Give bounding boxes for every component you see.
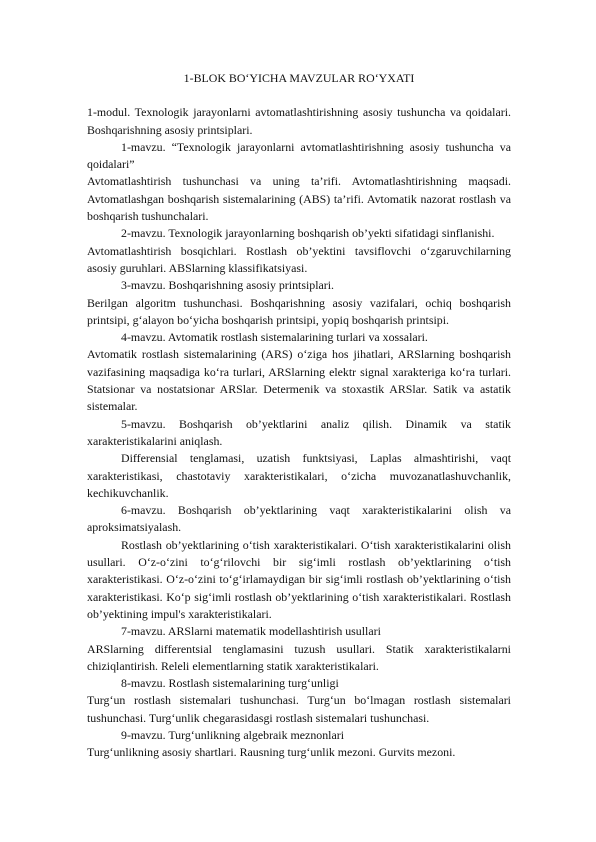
paragraph: 5-mavzu. Boshqarish ob’yektlarini analiz qilish. Dinamik va statik xarakteristikalarini aniqlash. bbox=[87, 416, 511, 448]
paragraph: Avtomatik rostlash sistemalarining (ARS) o‘ziga hos jihatlari, ARSlarning boshqarish vazifasining maqsadiga ko‘ra turlari, ARSlarning elektr signal xarakteriga ko‘ra turlari. Statsionar va nostatsionar ARSlar. Determenik va stoxastik ARSlar. Satik va astatik sistemalar. bbox=[87, 347, 511, 414]
paragraph: 1-modul. Texnologik jarayonlarni avtomatlashtirishning asosiy tushuncha va qoidalari. Boshqarishning asosiy printsiplari. bbox=[87, 105, 511, 137]
paragraph: 1-mavzu. “Texnologik jarayonlarni avtomatlashtirishning asosiy tushuncha va qoidalari” bbox=[87, 139, 511, 172]
paragraph: Avtomatlashtirish bosqichlari. Rostlash ob’yektini tavsiflovchi o‘zgaruvchilarning asosiy guruhlari. ABSlarning klassifikatsiyasi. bbox=[87, 243, 511, 275]
paragraph: Turg‘unlikning asosiy shartlari. Rausning turg‘unlik mezoni. Gurvits mezoni. bbox=[87, 745, 456, 760]
paragraph: 2-mavzu. Texnologik jarayonlarning boshqarish ob’yekti sifatidagi sinflanishi. bbox=[121, 226, 495, 241]
document-body bbox=[87, 104, 511, 761]
paragraph: Berilgan algoritm tushunchasi. Boshqarishning asosiy vazifalari, ochiq boshqarish printsipi, g‘alayon bo‘yicha boshqarish printsipi, yopiq boshqarish printsipi. bbox=[87, 295, 511, 327]
paragraph: 9-mavzu. Turg‘unlikning algebraik meznonlari bbox=[121, 727, 345, 742]
paragraph: 4-mavzu. Avtomatik rostlash sistemalarining turlari va xossalari. bbox=[121, 330, 428, 345]
paragraph: 3-mavzu. Boshqarishning asosiy printsiplari. bbox=[121, 278, 335, 293]
paragraph: 8-mavzu. Rostlash sistemalarining turg‘unligi bbox=[121, 676, 339, 691]
paragraph: Differensial tenglamasi, uzatish funktsiyasi, Laplas almashtirishi, vaqt xarakteristikasi, chastotaviy xarakteristikalari, o‘zicha muvozanatlashuvchanlik, kechikuvchanlik. bbox=[87, 451, 511, 500]
paragraph: ARSlarning differentsial tenglamasini tuzush usullari. Statik xarakteristikalarni chiziqlantirish. Releli elementlarning statik xarakteristikalari. bbox=[87, 641, 511, 673]
paragraph: 7-mavzu. ARSlarni matematik modellashtirish usullari bbox=[121, 624, 381, 639]
paragraph: Turg‘un rostlash sistemalari tushunchasi. Turg‘un bo‘lmagan rostlash sistemalari tushunchasi. Turg‘unlik chegarasidasgi rostlash sistemalari tushunchasi. bbox=[87, 693, 511, 725]
paragraph: Avtomatlashtirish tushunchasi va uning ta’rifi. Avtomatlashtirishning maqsadi. Avtomatlashgan boshqarish sistemalarining (ABS) ta’rifi. Avtomatik nazorat rostlash va boshqarish tushunchalari. bbox=[87, 174, 511, 224]
paragraph: 6-mavzu. Boshqarish ob’yektlarining vaqt xarakteristikalarini olish va aproksimatsiyalash. bbox=[87, 503, 511, 535]
page-title: 1-BLOK BO‘YICHA MAVZULAR RO‘YXATI bbox=[183, 71, 415, 85]
document-page bbox=[87, 70, 511, 762]
paragraph: Rostlash ob’yektlarining o‘tish xarakteristikalari. O‘tish xarakteristikalarini olish usullari. O‘z-o‘zini to‘g‘rilovchi bir sig‘imli rostlash ob’yektlarining o‘tish xarakteristikasi. O‘z-o‘zini to‘g‘irlamaydigan bir sig‘imli rostlash ob’yektlarining o‘tish xarakteristikasi. Ko‘p sig‘imli rostlash ob’yektlarining o‘tish xarakteristikalari. Rostlash ob’yektining impul's xarakteristikalari. bbox=[87, 537, 511, 621]
